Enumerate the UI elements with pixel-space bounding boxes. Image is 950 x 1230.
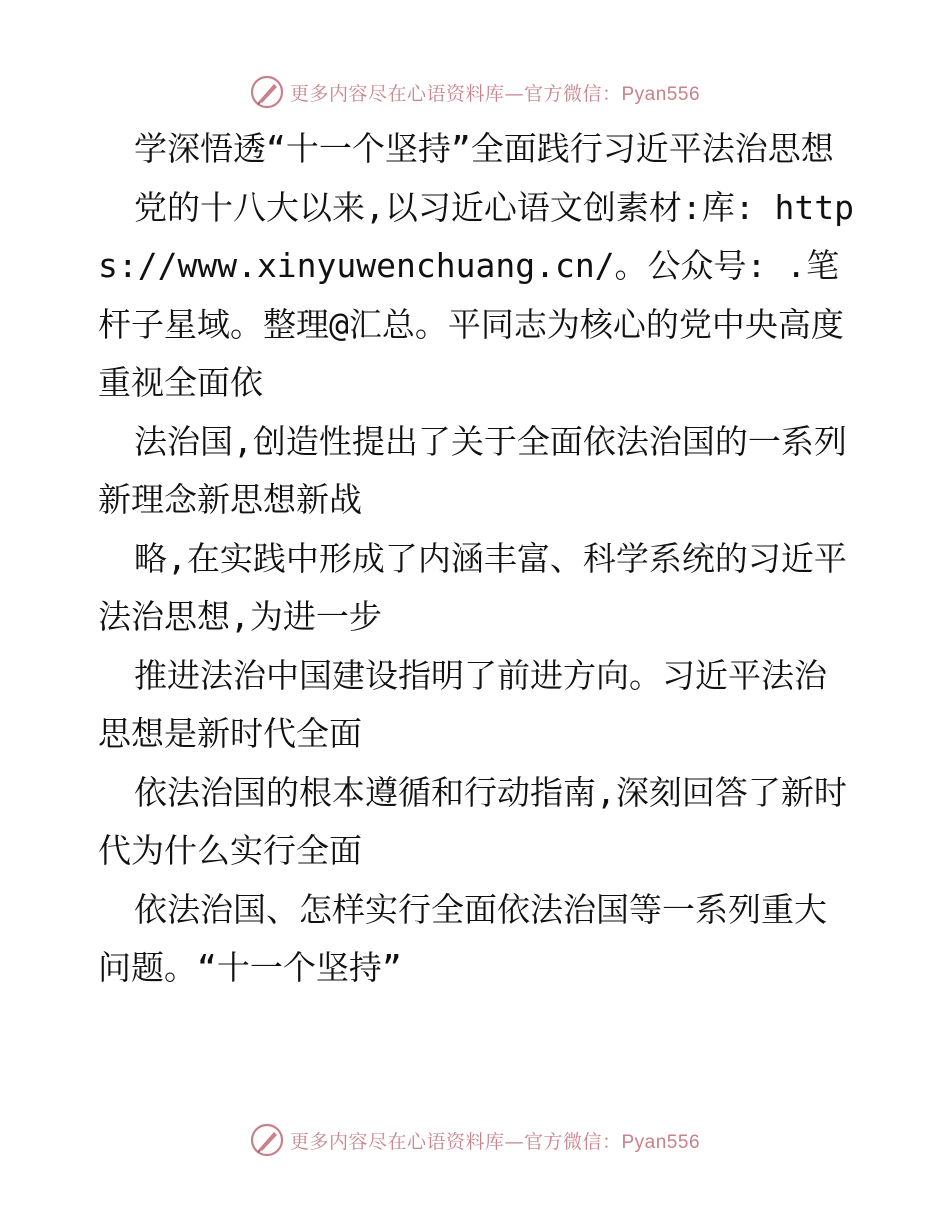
paragraph: 推进法治中国建设指明了前进方向。习近平法治思想是新时代全面 xyxy=(98,655,827,753)
document-body xyxy=(98,120,858,998)
watermark-wechat-id: Pyan556 xyxy=(621,1131,701,1153)
paragraph: 法治国,创造性提出了关于全面依法治国的一系列新理念新思想新战 xyxy=(98,421,847,519)
watermark-header xyxy=(0,72,950,112)
watermark-text: 更多内容尽在心语资料库—官方微信：Pyan556 xyxy=(289,1130,701,1153)
paragraph: 依法治国、怎样实行全面依法治国等一系列重大问题。“十一个坚持” xyxy=(98,889,827,987)
quill-pen-logo-icon xyxy=(250,1123,284,1157)
watermark-text: 更多内容尽在心语资料库—官方微信：Pyan556 xyxy=(289,82,701,105)
paragraph: 略,在实践中形成了内涵丰富、科学系统的习近平法治思想,为进一步 xyxy=(98,538,847,636)
paragraph: 依法治国的根本遵循和行动指南,深刻回答了新时代为什么实行全面 xyxy=(98,772,847,870)
quill-pen-logo-icon xyxy=(250,75,284,109)
paragraph-title: 学深悟透“十一个坚持”全面践行习近平法治思想 xyxy=(134,129,834,168)
paragraph: 党的十八大以来,以习近心语文创素材:库: https://www.xinyuwenchuang.cn/。公众号: .笔杆子星域。整理@汇总。平同志为核心的党中央高度重视全面依 xyxy=(98,187,854,402)
watermark-wechat-id: Pyan556 xyxy=(621,83,701,105)
watermark-footer xyxy=(0,1120,950,1160)
